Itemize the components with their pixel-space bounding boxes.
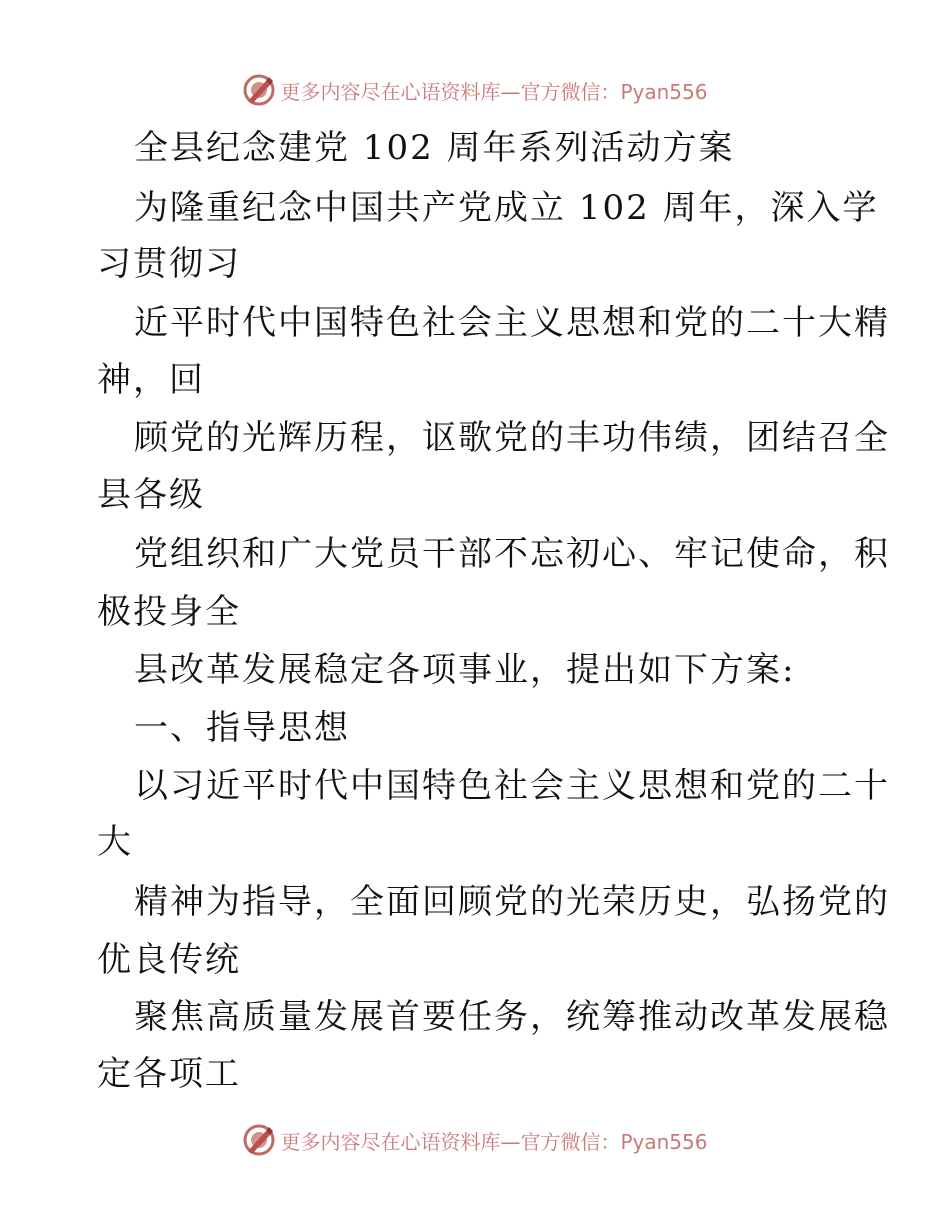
section-heading: 一、指导思想	[134, 708, 350, 748]
paragraph-line: 极投身全	[97, 592, 241, 632]
paragraph-line: 党组织和广大党员干部不忘初心、牢记使命，积	[134, 534, 890, 574]
paragraph-line: 定各项工	[97, 1054, 241, 1094]
paragraph-line: 县各级	[97, 475, 205, 515]
paragraph-line: 为隆重纪念中国共产党成立 102 周年，深入学	[134, 188, 879, 228]
paragraph-line: 精神为指导，全面回顾党的光荣历史，弘扬党的	[134, 882, 890, 922]
watermark-text: 更多内容尽在心语资料库	[280, 1129, 501, 1154]
paragraph-line: 聚焦高质量发展首要任务，统筹推动改革发展稳	[134, 997, 890, 1037]
paragraph-line: 优良传统	[97, 940, 241, 980]
header-watermark	[0, 70, 950, 110]
watermark-contact: 官方微信：Pyan556	[520, 79, 708, 104]
pen-circle-logo-icon	[242, 1123, 276, 1157]
watermark-contact: 官方微信：Pyan556	[520, 1129, 708, 1154]
footer-watermark	[0, 1120, 950, 1160]
paragraph-line: 习贯彻习	[97, 244, 241, 284]
watermark-separator: —	[500, 79, 521, 104]
paragraph-line: 近平时代中国特色社会主义思想和党的二十大精	[134, 303, 890, 343]
watermark-separator: —	[500, 1129, 521, 1154]
paragraph-line: 顾党的光辉历程，讴歌党的丰功伟绩，团结召全	[134, 418, 890, 458]
paragraph-line: 神，回	[97, 360, 205, 400]
pen-circle-logo-icon	[242, 73, 276, 107]
document-title: 全县纪念建党 102 周年系列活动方案	[134, 128, 735, 168]
paragraph-line: 大	[97, 822, 133, 862]
watermark-text: 更多内容尽在心语资料库	[280, 79, 501, 104]
paragraph-line: 县改革发展稳定各项事业，提出如下方案:	[134, 650, 796, 690]
paragraph-line: 以习近平时代中国特色社会主义思想和党的二十	[134, 766, 890, 806]
